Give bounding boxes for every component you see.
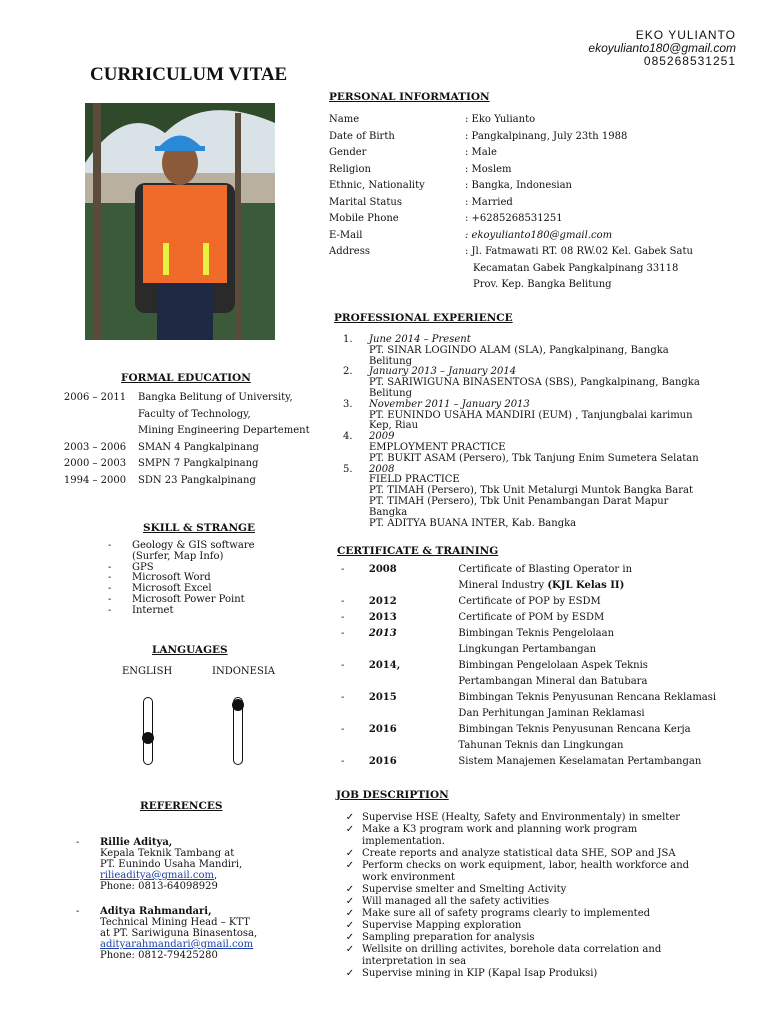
job-item: [338, 848, 738, 860]
experience-period: June 2014 – Present: [369, 334, 471, 345]
experience-body: [369, 367, 735, 399]
experience-number: 4.: [343, 431, 353, 443]
skill-item: [108, 552, 288, 563]
bullet-dash: -: [108, 540, 112, 551]
experience-detail: Belitung: [369, 355, 412, 367]
experience-detail: PT. EUNINDO USAHA MANDIRI (EUM) , Tanjungbalai karimun: [369, 409, 693, 421]
certificate-line: Bimbingan Teknis Pengelolaan: [458, 628, 615, 639]
certificate-line: Tahunan Teknis dan Lingkungan: [458, 740, 624, 751]
checkmark-icon: ✓: [345, 932, 355, 943]
job-line: Create reports and analyze statistical data SHE, SOP and JSA: [362, 848, 676, 859]
education-row: [52, 390, 342, 407]
education-row: [52, 440, 342, 457]
reference-email-link[interactable]: rilieaditya@gmail.com: [100, 870, 215, 881]
education-year: 2003 – 2006: [63, 441, 127, 453]
info-label: Mobile Phone: [329, 213, 399, 224]
info-value: Prov. Kep. Bangka Belitung: [473, 279, 612, 290]
info-value: : Pangkalpinang, July 23th 1988: [465, 130, 628, 142]
reference-entry: [76, 837, 321, 892]
experience-body: [369, 432, 735, 464]
education-row: [52, 423, 342, 440]
certificate-item: [337, 690, 747, 722]
experience-detail: PT. SARIWIGUNA BINASENTOSA (SBS), Pangkalpinang, Bangka: [369, 377, 700, 389]
page-title: CURRICULUM VITAE: [90, 64, 288, 85]
job-line: Supervise mining in KIP (Kapal Isap Produksi): [362, 968, 598, 979]
jobs-heading: JOB DESCRIPTION: [336, 789, 449, 801]
job-item: [338, 920, 738, 932]
reference-email-link[interactable]: adityarahmandari@gmail.com: [100, 939, 254, 950]
checkmark-icon: ✓: [345, 908, 355, 919]
job-text: [362, 944, 738, 968]
experience-detail: PT. SINAR LOGINDO ALAM (SLA), Pangkalpinang, Bangka: [369, 344, 669, 356]
certificate-year: 2016: [368, 724, 397, 735]
job-line: Will managed all the safety activities: [362, 896, 550, 907]
reference-name-row: [76, 837, 321, 848]
certificate-item: [337, 562, 747, 594]
info-row: [329, 244, 749, 261]
info-row: [329, 145, 749, 162]
certificate-description: [458, 722, 747, 754]
education-list: [52, 390, 342, 489]
reference-detail: PT. Eunindo Usaha Mandiri,: [100, 859, 243, 870]
language-english-label: ENGLISH: [122, 666, 173, 677]
experience-detail: Bangka: [369, 506, 408, 518]
info-row: [329, 228, 749, 245]
education-school: SMAN 4 Pangkalpinang: [138, 441, 259, 453]
info-row: [329, 112, 749, 129]
certificate-description: [458, 690, 747, 722]
skill-label: Microsoft Power Point: [132, 593, 245, 605]
experience-number: 1.: [343, 334, 353, 345]
reference-phone: Phone: 0812-79425280: [100, 950, 218, 961]
job-text: [362, 968, 738, 980]
certificate-line: Certificate of POP by ESDM: [458, 596, 601, 607]
experience-detail: Kep, Riau: [369, 420, 419, 432]
bullet-dash: -: [341, 660, 345, 671]
english-level-knob: [142, 732, 154, 744]
bullet-dash: -: [108, 593, 112, 605]
certificate-year: 2013: [368, 612, 397, 623]
education-year: [52, 407, 138, 424]
bullet-dash: -: [108, 561, 112, 573]
bullet-dash: -: [341, 612, 345, 623]
job-line: Make sure all of safety programs clearly to implemented: [362, 908, 651, 919]
job-item: [338, 860, 738, 884]
certificate-year: 2012: [368, 596, 397, 607]
info-value: : Moslem: [465, 163, 512, 175]
certificate-line: Lingkungan Pertambangan: [458, 644, 597, 655]
experience-list: [343, 335, 735, 529]
job-text: [362, 884, 738, 896]
certificate-item: [337, 610, 747, 626]
info-row: [329, 261, 749, 278]
job-item: [338, 932, 738, 944]
jobs-list: [338, 812, 738, 980]
job-line: Make a K3 program work and planning work program: [362, 824, 638, 835]
certificate-description: [458, 754, 747, 770]
personal-heading: PERSONAL INFORMATION: [329, 91, 490, 103]
certificate-bold-note: (KJL Kelas II): [547, 580, 625, 591]
reference-email-row: [76, 870, 321, 881]
info-value: : ekoyulianto180@gmail.com: [465, 229, 613, 241]
bullet-dash: -: [341, 724, 345, 735]
experience-item: [343, 432, 735, 464]
reference-name-row: [76, 906, 321, 917]
job-item: [338, 944, 738, 968]
reference-email-suffix: ,: [214, 870, 218, 881]
experience-detail: PT. TIMAH (Persero), Tbk Unit Penambangan Darat Mapur: [369, 495, 669, 507]
checkmark-icon: ✓: [345, 968, 355, 979]
experience-item: [343, 367, 735, 399]
bullet-dash: -: [341, 564, 345, 575]
person-photo-icon: [85, 103, 275, 340]
skill-label: (Surfer, Map Info): [132, 550, 224, 562]
experience-number: 2.: [343, 366, 353, 378]
education-year: 2006 – 2011: [63, 392, 127, 403]
checkmark-icon: ✓: [345, 884, 355, 895]
candidate-email: ekoyulianto180@gmail.com: [588, 41, 736, 55]
certificate-line: Mineral Industry (KJL Kelas II): [458, 580, 625, 591]
checkmark-icon: ✓: [345, 860, 355, 871]
certificate-year: 2015: [368, 692, 397, 703]
certificate-line: Sistem Manajemen Keselamatan Pertambangan: [458, 756, 702, 767]
certificate-item: [337, 594, 747, 610]
checkmark-icon: ✓: [345, 944, 355, 955]
checkmark-icon: ✓: [345, 824, 355, 835]
job-text: [362, 824, 738, 848]
languages-heading: LANGUAGES: [152, 644, 228, 656]
job-line: implementation.: [362, 836, 445, 847]
job-line: Supervise Mapping exploration: [362, 920, 522, 931]
experience-item: [343, 400, 735, 432]
certificate-description: [458, 562, 747, 594]
reference-phone: Phone: 0813-64098929: [100, 881, 218, 892]
info-label: Gender: [329, 147, 367, 158]
experience-item: [343, 465, 735, 530]
job-text: [362, 812, 738, 824]
job-item: [338, 812, 738, 824]
education-heading: FORMAL EDUCATION: [121, 372, 251, 384]
skill-label: Microsoft Excel: [132, 583, 212, 595]
certificate-line: Bimbingan Teknis Penyusunan Rencana Kerja: [458, 724, 691, 735]
education-school: Faculty of Technology,: [138, 408, 251, 420]
candidate-name: EKO YULIANTO: [635, 28, 736, 42]
info-row: [329, 178, 749, 195]
job-line: Supervise smelter and Smelting Activity: [362, 884, 567, 895]
reference-entry: [76, 906, 321, 961]
job-item: [338, 824, 738, 848]
info-row: [329, 195, 749, 212]
english-level-slider: [143, 697, 153, 765]
education-row: [52, 456, 342, 473]
skills-heading: SKILL & STRANGE: [143, 522, 256, 534]
certificates-list: [337, 562, 747, 770]
experience-period: January 2013 – January 2014: [369, 366, 517, 378]
info-label: Ethnic, Nationality: [329, 180, 425, 191]
job-text: [362, 860, 738, 884]
job-item: [338, 896, 738, 908]
bullet-dash: -: [76, 906, 80, 917]
experience-detail: PT. BUKIT ASAM (Persero), Tbk Tanjung Enim Sumetera Selatan: [369, 452, 699, 464]
certificate-year: 2016: [368, 756, 397, 767]
certificate-line: Certificate of POM by ESDM: [458, 612, 605, 623]
references-list: [76, 837, 321, 975]
checkmark-icon: ✓: [345, 896, 355, 907]
info-value: : Jl. Fatmawati RT. 08 RW.02 Kel. Gabek Satu: [465, 246, 693, 257]
checkmark-icon: ✓: [345, 812, 355, 823]
info-row: [329, 277, 749, 294]
education-row: [52, 473, 342, 490]
education-school: SDN 23 Pangkalpinang: [138, 474, 256, 486]
info-row: [329, 162, 749, 179]
info-label: Religion: [329, 163, 371, 175]
education-row: [52, 407, 342, 424]
skill-item: [108, 606, 288, 617]
certificate-line: Certificate of Blasting Operator in: [458, 564, 633, 575]
bullet-dash: -: [108, 604, 112, 616]
skill-label: Internet: [132, 604, 174, 616]
experience-body: [369, 400, 735, 432]
info-label: Name: [329, 114, 360, 125]
certificate-line: Pertambangan Mineral dan Batubara: [458, 676, 648, 687]
indonesia-level-slider: [233, 697, 243, 765]
certificate-year: 2014,: [368, 660, 401, 671]
info-row: [329, 129, 749, 146]
certificate-line: Dan Perhitungan Jaminan Reklamasi: [458, 708, 645, 719]
info-value: : +6285268531251: [465, 213, 563, 224]
experience-item: [343, 335, 735, 367]
bullet-dash: -: [108, 572, 112, 584]
experience-detail: EMPLOYMENT PRACTICE: [369, 441, 506, 453]
info-label: [329, 261, 465, 278]
experience-period: 2009: [369, 431, 395, 443]
info-value: : Married: [465, 196, 513, 208]
certificates-heading: CERTIFICATE & TRAINING: [337, 545, 499, 557]
certificate-item: [337, 658, 747, 690]
profile-photo: [85, 103, 275, 340]
info-label: [329, 277, 465, 294]
reference-detail: Technical Mining Head – KTT: [100, 917, 250, 928]
certificate-description: [458, 594, 747, 610]
info-value: : Male: [465, 147, 497, 158]
job-line: work environment: [362, 872, 455, 883]
reference-name: Rillie Aditya,: [100, 837, 173, 848]
skills-list: [108, 541, 288, 617]
certificate-line: Bimbingan Teknis Penyusunan Rencana Reklamasi: [458, 692, 717, 703]
checkmark-icon: ✓: [345, 848, 355, 859]
checkmark-icon: ✓: [345, 920, 355, 931]
info-label: Marital Status: [329, 196, 402, 208]
info-label: Address: [329, 246, 370, 257]
certificate-line: Bimbingan Pengelolaan Aspek Teknis: [458, 660, 648, 671]
skill-label: GPS: [132, 561, 154, 573]
info-value: Kecamatan Gabek Pangkalpinang 33118: [473, 262, 679, 274]
experience-body: [369, 335, 735, 367]
experience-number: 3.: [343, 398, 353, 410]
language-indonesia-label: INDONESIA: [212, 666, 275, 677]
certificate-year: 2013: [368, 628, 397, 639]
job-text: [362, 920, 738, 932]
bullet-dash: -: [341, 628, 345, 639]
certificate-item: [337, 754, 747, 770]
references-heading: REFERENCES: [140, 800, 223, 812]
experience-detail: FIELD PRACTICE: [369, 474, 460, 486]
job-item: [338, 968, 738, 980]
bullet-dash: -: [76, 837, 80, 848]
job-text: [362, 932, 738, 944]
bullet-dash: -: [108, 583, 112, 595]
experience-number: 5.: [343, 463, 353, 475]
reference-name: Aditya Rahmandari,: [100, 906, 212, 917]
certificate-year: 2008: [368, 564, 397, 575]
info-label: Date of Birth: [329, 130, 395, 142]
experience-period: November 2011 – January 2013: [369, 398, 530, 410]
reference-detail: at PT. Sariwiguna Binasentosa,: [100, 928, 258, 939]
indonesia-level-knob: [232, 699, 244, 711]
certificate-description: [458, 658, 747, 690]
education-year: 2000 – 2003: [63, 458, 127, 469]
experience-detail: PT. ADITYA BUANA INTER, Kab. Bangka: [369, 517, 577, 529]
job-line: Sampling preparation for analysis: [362, 932, 535, 943]
job-line: Wellsite on drilling activites, borehole data correlation and: [362, 944, 662, 955]
job-text: [362, 908, 738, 920]
skill-label: Geology & GIS software: [132, 540, 255, 551]
experience-heading: PROFESSIONAL EXPERIENCE: [334, 312, 513, 324]
info-value: : Bangka, Indonesian: [465, 180, 572, 191]
education-school: SMPN 7 Pangkalpinang: [138, 458, 259, 469]
experience-period: 2008: [369, 463, 395, 475]
education-year: 1994 – 2000: [63, 474, 127, 486]
info-value: : Eko Yulianto: [465, 114, 536, 125]
job-item: [338, 884, 738, 896]
job-text: [362, 896, 738, 908]
certificate-description: [458, 626, 747, 658]
job-item: [338, 908, 738, 920]
experience-detail: PT. TIMAH (Persero), Tbk Unit Metalurgi Muntok Bangka Barat: [369, 485, 693, 497]
bullet-dash: -: [341, 756, 345, 767]
info-label: E-Mail: [329, 229, 363, 241]
job-line: interpretation in sea: [362, 956, 467, 967]
bullet-dash: [108, 552, 132, 563]
certificate-item: [337, 626, 747, 658]
education-school: Bangka Belitung of University,: [138, 392, 293, 403]
skill-label: Microsoft Word: [132, 572, 211, 584]
job-line: Supervise HSE (Healty, Safety and Environmentaly) in smelter: [362, 812, 681, 823]
experience-body: [369, 465, 735, 530]
personal-info-table: [329, 112, 749, 294]
bullet-dash: -: [341, 596, 345, 607]
reference-detail: Kepala Teknik Tambang at: [100, 848, 235, 859]
reference-email-row: [76, 939, 321, 950]
experience-detail: Belitung: [369, 387, 412, 399]
education-year: [52, 423, 138, 440]
candidate-phone: 085268531251: [643, 54, 736, 68]
job-text: [362, 848, 738, 860]
education-school: Mining Engineering Departement: [138, 425, 310, 436]
bullet-dash: -: [341, 692, 345, 703]
certificate-item: [337, 722, 747, 754]
info-row: [329, 211, 749, 228]
job-line: Perform checks on work equipment, labor, health workforce and: [362, 860, 690, 871]
certificate-description: [458, 610, 747, 626]
